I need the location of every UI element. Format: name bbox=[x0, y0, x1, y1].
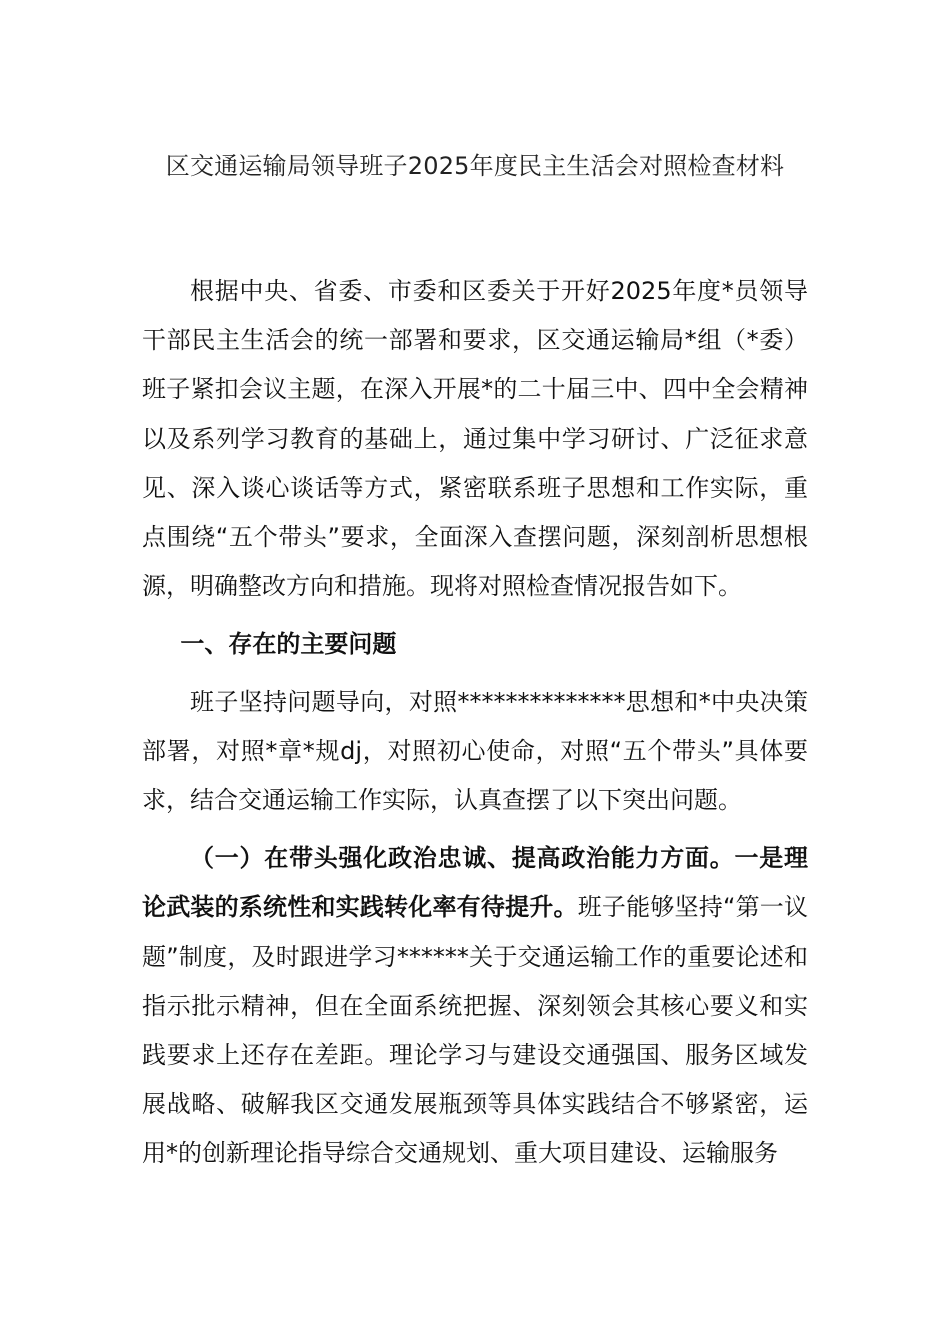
section-intro-paragraph: 班子坚持问题导向，对照**************思想和*中央决策部署，对照*章*规dj，对照初心使命，对照“五个带头”具体要求，结合交通运输工作实际，认真查摆了以下突出问题。 bbox=[142, 687, 808, 815]
section-heading: 一、存在的主要问题 bbox=[180, 630, 397, 659]
document-body bbox=[142, 267, 808, 1179]
intro-paragraph: 根据中央、省委、市委和区委关于开好2025年度*员领导干部民主生活会的统一部署和要求，区交通运输局*组（*委）班子紧扣会议主题，在深入开展*的二十届三中、四中全会精神以及系列学习教育的基础上，通过集中学习研讨、广泛征求意见、深入谈心谈话等方式，紧密联系班子思想和工作实际，重点围绕“五个带头”要求，全面深入查摆问题，深刻剖析思想根源，明确整改方向和措施。现将对照检查情况报告如下。 bbox=[142, 277, 808, 601]
document-title: 区交通运输局领导班子2025年度民主生活会对照检查材料 bbox=[165, 152, 785, 180]
item-bold-lead: （一）在带头强化政治忠诚、提高政治能力方面。一是理论武装的系统性和实践转化率有待提升。 bbox=[142, 844, 808, 922]
item-body-text: 班子能够坚持“第一议题”制度，及时跟进学习******关于交通运输工作的重要论述和指示批示精神，但在全面系统把握、深刻领会其核心要义和实践要求上还存在差距。理论学习与建设交通强国、服务区域发展战略、破解我区交通发展瓶颈等具体实践结合不够紧密，运用*的创新理论指导综合交通规划、重大项目建设、运输服务 bbox=[142, 893, 809, 1168]
item-paragraph bbox=[142, 834, 808, 1178]
